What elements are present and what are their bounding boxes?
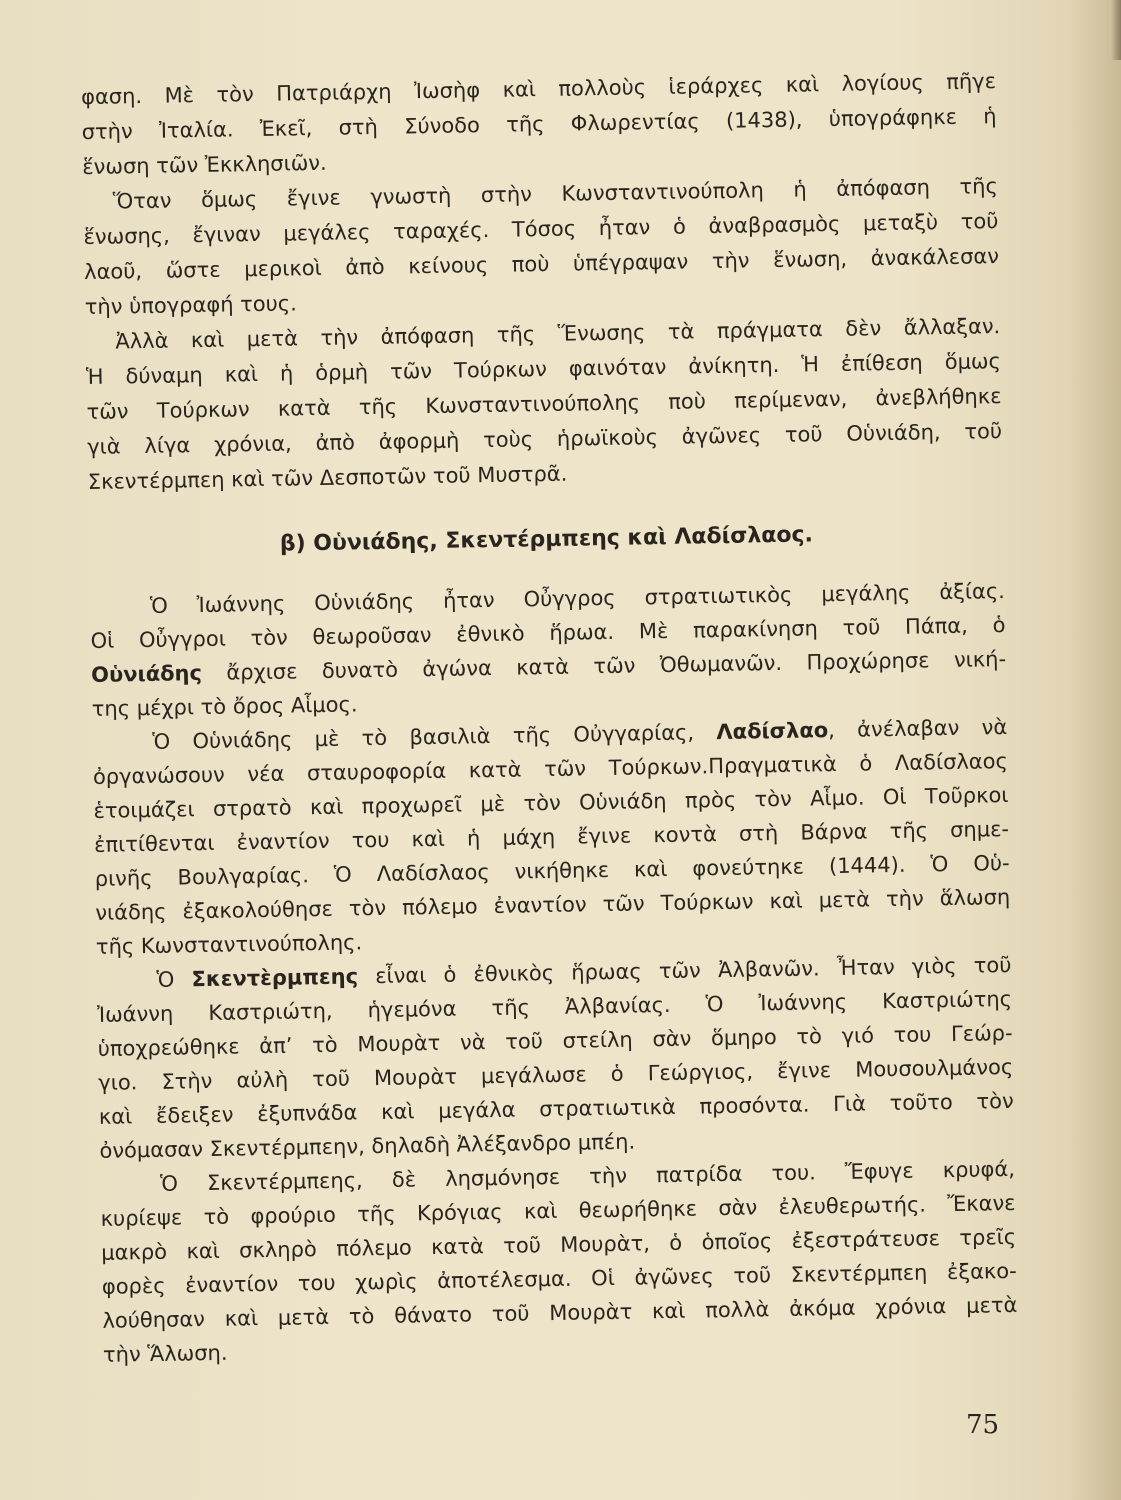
- bold-term: Σκεντὲρμπεης: [191, 964, 359, 992]
- body-text: [81, 64, 1018, 1372]
- text-line: ὑποχρεώθηκε ἀπ’ τὸ Μουρὰτ νὰ τοῦ στείλη σὰν ὅμηρο τὸ γιό του Γεώρ-: [97, 1020, 1013, 1061]
- text-span: , ἀνέλαβαν νὰ: [827, 715, 1008, 743]
- text-line: ἑτοιμάζει στρατὸ καὶ προχωρεῖ μὲ τὸν Οὑνιάδη πρὸς τὸν Αἷμο. Οἱ Τοῦρκοι: [93, 783, 1009, 823]
- text-line: Σκεντέρμπεη καὶ τῶν Δεσποτῶν τοῦ Μυστρᾶ.: [87, 461, 568, 495]
- text-line: γιὰ λίγα χρόνια, ἀπὸ ἀφορμὴ τοὺς ἡρωϊκοὺς ἀγῶνες τοῦ Οὑνιάδη, τοῦ: [86, 419, 1003, 460]
- text-line: μακρὸ καὶ σκληρὸ πόλεμο κατὰ τοῦ Μουρὰτ, ὁ ὁποῖος ἐξεστράτευσε τρεῖς: [101, 1224, 1017, 1265]
- text-line: Ὁ Σκεντέρμπεης, δὲ λησμόνησε τὴν πατρίδα του. Ἔφυγε κρυφά,: [159, 1156, 1016, 1196]
- text-line: Ἡ δύναμη καὶ ἡ ὁρμὴ τῶν Τούρκων φαινόταν ἀνίκητη. Ἡ ἐπίθεση ὅμως: [85, 349, 1002, 390]
- section-heading: β) Οὑνιάδης, Σκεντέρμπεης καὶ Λαδίσλαος.: [279, 522, 814, 557]
- text-span: ἄρχισε δυνατὸ ἀγώνα κατὰ τῶν Ὀθωμανῶν. Προχώρησε νική-: [201, 647, 1007, 686]
- text-line: ὀνόμασαν Σκεντέρμπεην, δηλαδὴ Ἀλέξανδρο μπέη.: [99, 1129, 636, 1163]
- text-line: λαοῦ, ὥστε μερικοὶ ἀπὸ κείνους ποὺ ὑπέγραψαν τὴν ἕνωση, ἀνακάλεσαν: [83, 244, 1000, 285]
- bold-term: Οὑνιάδης: [90, 661, 203, 687]
- text-line: τὴν ὑπογραφή τους.: [84, 291, 298, 320]
- section-1: [81, 64, 1003, 500]
- text-line: Ἀλλὰ καὶ μετὰ τὴν ἀπόφαση τῆς Ἕνωσης τὰ πράγματα δὲν ἄλλαξαν.: [115, 314, 1001, 354]
- section-2: [90, 574, 1019, 1372]
- text-line: τὴν Ἅλωση.: [102, 1340, 228, 1367]
- text-line: ὀργανώσουν νέα σταυροφορία κατὰ τῶν Τούρκων.Πραγματικὰ ὁ Λαδίσλαος: [92, 749, 1009, 789]
- text-line: τῆς Κωνσταντινούπολης.: [95, 930, 363, 959]
- text-line: φαση. Μὲ τὸν Πατριάρχη Ἰωσὴφ καὶ πολλοὺς ἱεράρχες καὶ λογίους πῆγε: [80, 69, 997, 110]
- text-line: ἐπιτίθενται ἐναντίον του καὶ ἡ μάχη ἔγινε κοντὰ στὴ Βάρνα τῆς σημε-: [93, 816, 1010, 857]
- text-span: εἶναι ὁ ἐθνικὸς ἥρωας τῶν Ἀλβανῶν. Ἦταν γιὸς τοῦ: [357, 952, 1012, 989]
- text-line: φορὲς ἐναντίον του χωρὶς ἀποτέλεσμα. Οἱ ἀγῶνες τοῦ Σκεντέρμπεη ἐξακο-: [101, 1258, 1017, 1299]
- text-span: Ὁ: [156, 967, 192, 992]
- text-line: ἕνωση τῶν Ἐκκλησιῶν.: [82, 150, 327, 180]
- text-line: Ὁ Ἰωάννης Οὑνιάδης ἦταν Οὖγγρος στρατιωτικὸς μεγάλης ἀξίας.: [149, 579, 1006, 618]
- text-line: Ὅταν ὅμως ἔγινε γνωστὴ στὴν Κωνσταντινούπολη ἡ ἀπόφαση τῆς: [112, 174, 998, 214]
- text-line: τῶν Τούρκων κατὰ τῆς Κωνσταντινούπολης ποὺ περίμεναν, ἀνεβλήθηκε: [86, 384, 1002, 425]
- bold-term: Λαδίσλαο: [716, 718, 829, 745]
- text-line: ρινῆς Βουλγαρίας. Ὁ Λαδίσλαος νικήθηκε καὶ φονεύτηκε (1444). Ὁ Οὑ-: [94, 850, 1010, 891]
- text-line: καὶ ἔδειξεν ἐξυπνάδα καὶ μεγάλα στρατιωτικὰ προσόντα. Γιὰ τοῦτο τὸν: [98, 1088, 1014, 1129]
- text-line: Οἱ Οὖγγροι τὸν θεωροῦσαν ἐθνικὸ ἥρωα. Μὲ παρακίνηση τοῦ Πάπα, ὁ: [90, 613, 1006, 653]
- text-line: ἕνωσης, ἔγιναν μεγάλες ταραχές. Τόσος ἦταν ὁ ἀναβρασμὸς μεταξὺ τοῦ: [83, 209, 999, 250]
- text-line: στὴν Ἰταλία. Ἐκεῖ, στὴ Σύνοδο τῆς Φλωρεντίας (1438), ὑπογράφηκε ἡ: [81, 104, 997, 145]
- text-line: της μέχρι τὸ ὄρος Αἷμος.: [91, 692, 358, 721]
- text-line: κυρίεψε τὸ φρούριο τῆς Κρόγιας καὶ θεωρήθηκε σὰν ἐλευθερωτής. Ἔκανε: [100, 1190, 1016, 1231]
- text-line: λούθησαν καὶ μετὰ τὸ θάνατο τοῦ Μουρὰτ καὶ πολλὰ ἀκόμα χρόνια μετὰ: [102, 1292, 1018, 1333]
- text-line: Ἰωάννη Καστριώτη, ἡγεμόνα τῆς Ἀλβανίας. Ὁ Ἰωάννης Καστριώτης: [96, 986, 1013, 1027]
- page-number: 75: [966, 1410, 1000, 1440]
- text-line: γιο. Στὴν αὐλὴ τοῦ Μουρὰτ μεγάλωσε ὁ Γεώργιος, ἔγινε Μουσουλμάνος: [98, 1054, 1014, 1095]
- text-span: Ὁ Οὑνιάδης μὲ τὸ βασιλιὰ τῆς Οὐγγαρίας,: [152, 720, 717, 754]
- text-line: νιάδης ἐξακολούθησε τὸν πόλεμο ἐναντίον τῶν Τούρκων καὶ μετὰ τὴν ἅλωση: [95, 884, 1011, 925]
